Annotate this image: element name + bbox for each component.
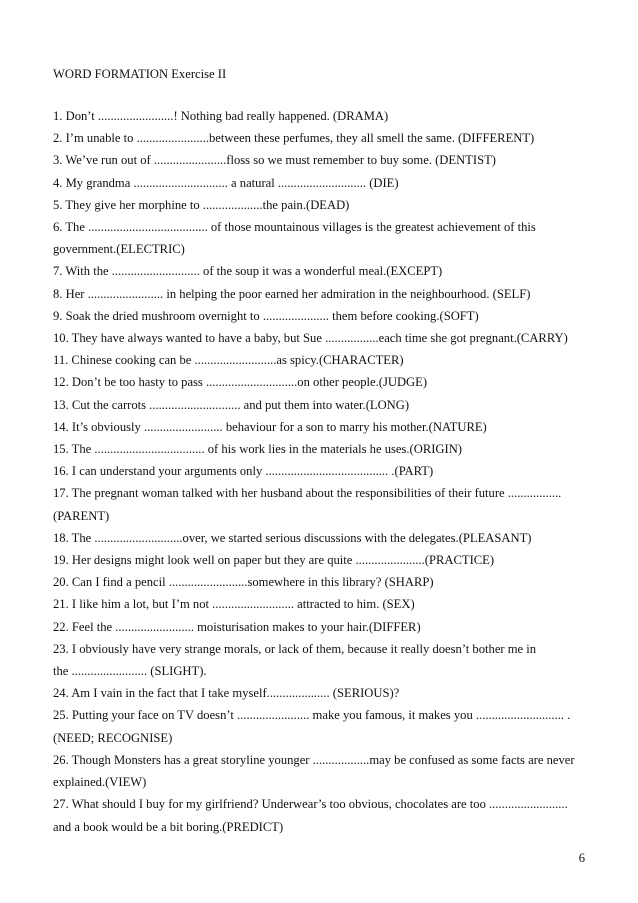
exercise-item-line: 3. We’ve run out of .......................floss so we must remember to buy some. (DENTIST) <box>53 153 496 168</box>
exercise-item <box>53 616 593 638</box>
exercise-item-line: the ........................ (SLIGHT). <box>53 664 207 679</box>
exercise-item <box>53 327 593 349</box>
exercise-item-line: explained.(VIEW) <box>53 775 147 790</box>
exercise-item <box>53 571 593 593</box>
exercise-item <box>53 682 593 704</box>
exercise-item-line: 27. What should I buy for my girlfriend? Underwear’s too obvious, chocolates are too ......................... <box>53 797 568 812</box>
exercise-item-line: 25. Putting your face on TV doesn’t ....................... make you famous, it makes you ............................ . <box>53 708 571 723</box>
exercise-item-line: 9. Soak the dried mushroom overnight to ..................... them before cooking.(SOFT) <box>53 308 479 323</box>
exercise-item <box>53 704 593 748</box>
document-title: WORD FORMATION Exercise II <box>53 67 227 81</box>
exercise-item-line: 20. Can I find a pencil .........................somewhere in this library? (SHARP) <box>53 575 434 590</box>
page-number: 6 <box>578 851 585 865</box>
exercise-item <box>53 438 593 460</box>
exercise-item <box>53 549 593 571</box>
exercise-item <box>53 127 593 149</box>
exercise-item-line: 19. Her designs might look well on paper but they are quite ......................(PRACTICE) <box>53 553 495 568</box>
exercise-item-line: 8. Her ........................ in helping the poor earned her admiration in the neighbourhood. (SELF) <box>53 286 531 301</box>
exercise-item <box>53 260 593 282</box>
exercise-item-line: 4. My grandma .............................. a natural ............................ (DIE) <box>53 175 399 190</box>
exercise-item <box>53 394 593 416</box>
exercise-item <box>53 482 593 526</box>
exercise-item-line: 1. Don’t ........................! Nothing bad really happened. (DRAMA) <box>53 109 389 123</box>
exercise-item-line: 13. Cut the carrots ............................. and put them into water.(LONG) <box>53 397 410 412</box>
exercise-item-line: 15. The ................................... of his work lies in the materials he uses.(ORIGIN) <box>53 442 463 457</box>
exercise-item-line: (PARENT) <box>53 508 110 523</box>
exercise-item-line: (NEED; RECOGNISE) <box>53 730 173 745</box>
exercise-item-line: 12. Don’t be too hasty to pass .............................on other people.(JUDGE) <box>53 375 428 390</box>
exercise-item <box>53 216 593 260</box>
exercise-item-line: 5. They give her morphine to ...................the pain.(DEAD) <box>53 197 350 212</box>
exercise-item-line: 16. I can understand your arguments only ....................................... .(PART) <box>53 464 434 479</box>
exercise-item <box>53 349 593 371</box>
exercise-item-line: 22. Feel the ......................... moisturisation makes to your hair.(DIFFER) <box>53 619 421 634</box>
exercise-item <box>53 460 593 482</box>
exercise-item <box>53 305 593 327</box>
exercise-item-line: 11. Chinese cooking can be ..........................as spicy.(CHARACTER) <box>53 353 404 368</box>
exercise-item-line: 26. Though Monsters has a great storyline younger ..................may be confused as some facts are never <box>53 752 575 767</box>
exercise-item-line: 2. I’m unable to .......................between these perfumes, they all smell the same. (DIFFERENT) <box>53 131 535 146</box>
exercise-item-line: 14. It’s obviously ......................... behaviour for a son to marry his mother.(NATURE) <box>53 419 487 434</box>
exercise-item-line: 7. With the ............................ of the soup it was a wonderful meal.(EXCEPT) <box>53 264 443 279</box>
exercise-item-line: 23. I obviously have very strange morals, or lack of them, because it really doesn’t bother me in <box>53 641 537 656</box>
exercise-list <box>53 105 593 838</box>
exercise-item <box>53 105 593 127</box>
exercise-item-line: 24. Am I vain in the fact that I take myself.................... (SERIOUS)? <box>53 686 400 701</box>
exercise-item <box>53 416 593 438</box>
exercise-item <box>53 593 593 615</box>
exercise-item-line: 6. The ...................................... of those mountainous villages is the greatest achievement of this <box>53 220 536 235</box>
exercise-item <box>53 638 593 682</box>
exercise-item <box>53 371 593 393</box>
exercise-item-line: 10. They have always wanted to have a baby, but Sue .................each time she got pregnant.(CARRY) <box>53 331 568 346</box>
exercise-item-line: and a book would be a bit boring.(PREDICT) <box>53 819 284 834</box>
exercise-item-line: 21. I like him a lot, but I’m not .......................... attracted to him. (SEX) <box>53 597 415 612</box>
exercise-item <box>53 793 593 837</box>
exercise-item <box>53 172 593 194</box>
exercise-item-line: 17. The pregnant woman talked with her husband about the responsibilities of their future ................. <box>53 486 562 501</box>
exercise-item <box>53 527 593 549</box>
exercise-item-line: 18. The ............................over, we started serious discussions with the delegates.(PLEASANT) <box>53 530 532 545</box>
exercise-item <box>53 149 593 171</box>
exercise-item <box>53 194 593 216</box>
exercise-item-line: government.(ELECTRIC) <box>53 242 185 257</box>
exercise-item <box>53 749 593 793</box>
exercise-item <box>53 283 593 305</box>
